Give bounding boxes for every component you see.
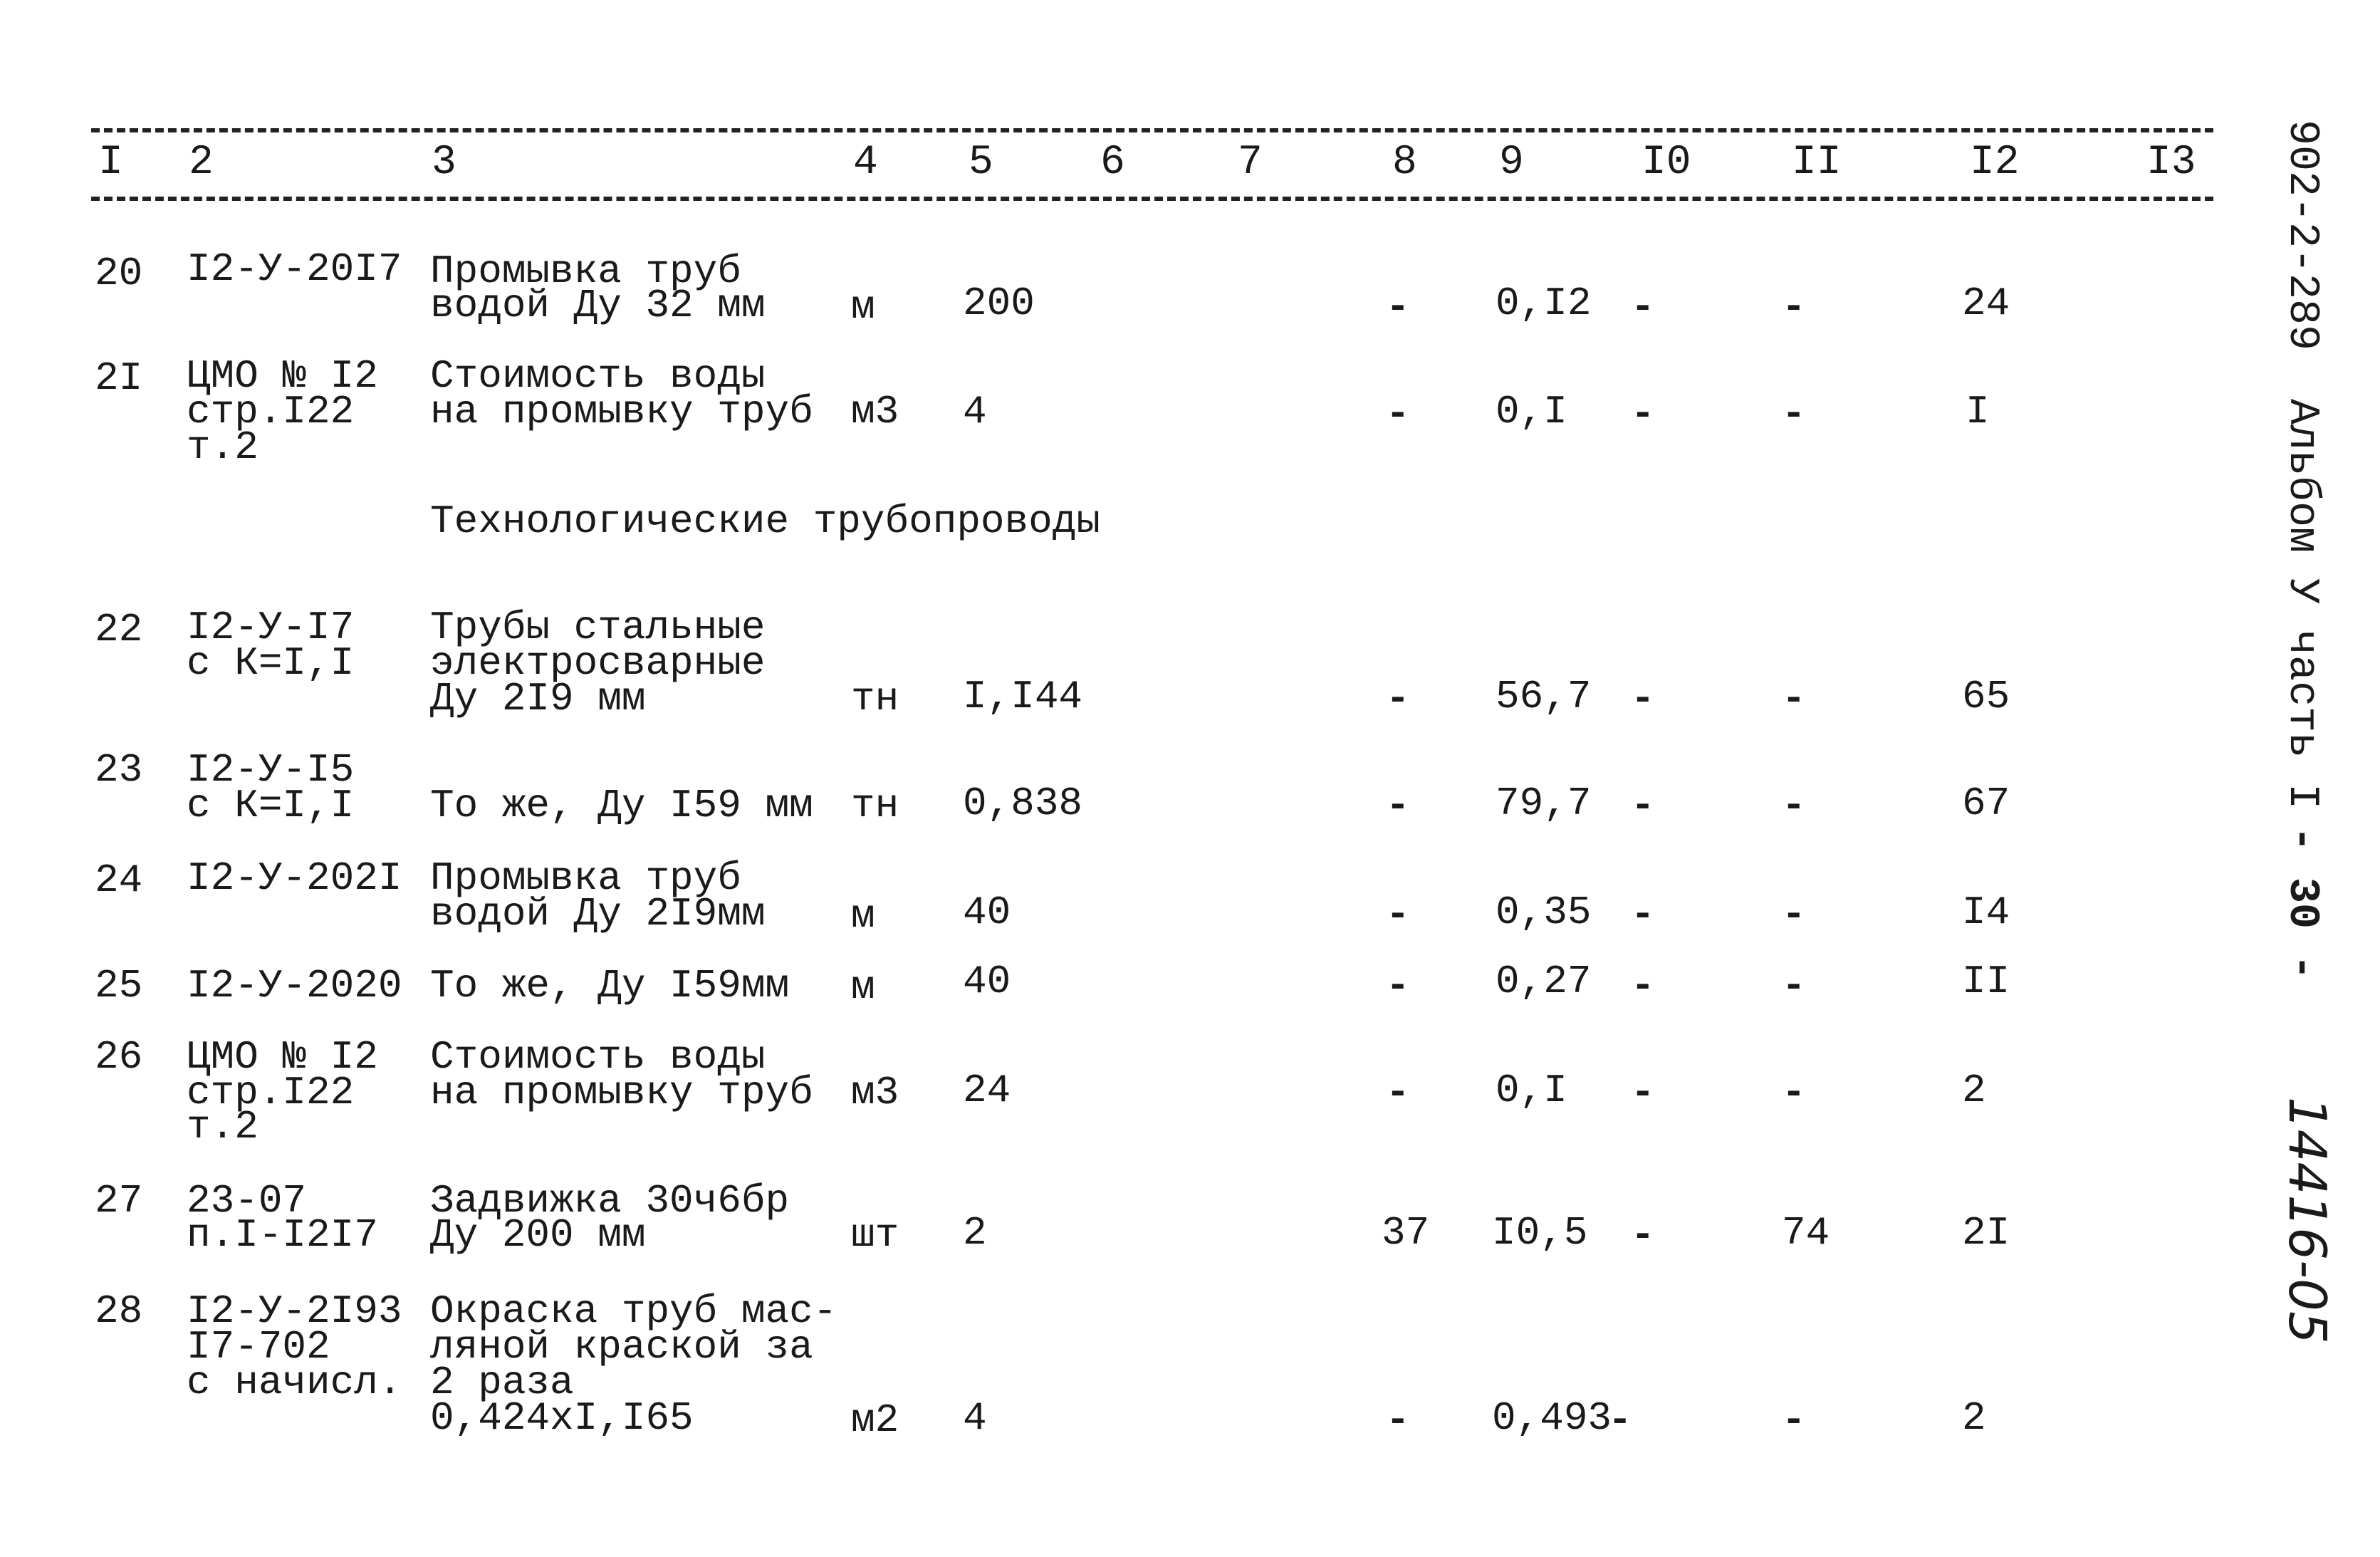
- row-name-line: Стоимость воды: [430, 353, 766, 399]
- row-quantity: I,I44: [963, 674, 1083, 719]
- header-col-1: I: [98, 140, 123, 186]
- row-col11: -: [1782, 1070, 1806, 1115]
- row-code-line: I2-У-I7: [187, 605, 355, 650]
- row-name-line: Трубы стальные: [430, 605, 766, 650]
- row-col10: -: [1631, 391, 1655, 437]
- row-col12: 65: [1962, 674, 2010, 719]
- header-top-rule: [91, 128, 2213, 132]
- header-col-9: 9: [1499, 140, 1524, 186]
- row-col11: -: [1782, 892, 1806, 937]
- row-col10: -: [1631, 783, 1655, 828]
- row-col12: I: [1966, 389, 1990, 434]
- row-name-line: водой Ду 2I9мм: [430, 891, 766, 937]
- header-col-6: 6: [1100, 140, 1125, 186]
- row-col10: -: [1631, 1212, 1655, 1258]
- row-code-line: I2-У-2020: [187, 963, 402, 1009]
- row-col8: -: [1386, 963, 1410, 1009]
- row-code-line: 23-07: [187, 1178, 307, 1224]
- header-col-4: 4: [853, 140, 878, 186]
- header-col-5: 5: [969, 140, 993, 186]
- album-label: Альбом У часть I: [2277, 399, 2326, 810]
- row-code-line: с К=I,I: [187, 640, 355, 686]
- row-col11: -: [1782, 676, 1806, 722]
- row-col12: I4: [1962, 890, 2010, 935]
- row-name-line: ляной краской за: [430, 1324, 813, 1370]
- document-code: 902-2-289: [2277, 120, 2326, 351]
- row-code-line: I2-У-I5: [187, 747, 355, 793]
- inventory-number: 14416-05: [2277, 1097, 2337, 1344]
- row-number: 23: [95, 747, 143, 793]
- header-col-10: I0: [1642, 140, 1691, 186]
- row-col12: 24: [1962, 281, 2010, 326]
- row-code-line: п.I-I2I7: [187, 1212, 378, 1258]
- row-code-line: I7-702: [187, 1324, 330, 1370]
- row-col9: 56,7: [1496, 674, 1592, 719]
- row-code-line: т.2: [187, 1104, 259, 1150]
- row-col11: 74: [1782, 1210, 1830, 1256]
- row-col12: 2: [1962, 1068, 1986, 1113]
- row-unit: м: [851, 284, 875, 330]
- row-col11: -: [1782, 783, 1806, 828]
- header-bottom-rule: [91, 197, 2213, 201]
- row-col10: -: [1631, 284, 1655, 330]
- header-col-7: 7: [1238, 140, 1263, 186]
- row-col9: 0,27: [1496, 959, 1592, 1004]
- row-unit: м2: [851, 1397, 899, 1443]
- row-number: 24: [95, 858, 143, 903]
- row-col11: -: [1782, 391, 1806, 437]
- row-col8: -: [1386, 284, 1410, 330]
- row-col9: 0,I: [1496, 389, 1567, 434]
- row-number: 28: [95, 1288, 143, 1334]
- row-quantity: 40: [963, 959, 1011, 1004]
- row-col8: -: [1386, 391, 1410, 437]
- row-col8: -: [1386, 892, 1410, 937]
- row-number: 2I: [95, 355, 143, 401]
- row-code-line: с К=I,I: [187, 783, 355, 828]
- row-code-line: стр.I22: [187, 389, 355, 434]
- row-col12: 2: [1962, 1395, 1986, 1441]
- row-col9: 79,7: [1496, 781, 1592, 826]
- row-col11: -: [1782, 1397, 1806, 1443]
- row-col12: II: [1962, 959, 2010, 1004]
- row-code-line: стр.I22: [187, 1070, 355, 1115]
- header-col-8: 8: [1392, 140, 1417, 186]
- row-number: 25: [95, 963, 143, 1009]
- row-col10: -: [1608, 1397, 1632, 1443]
- row-col9: 0,I2: [1496, 281, 1592, 326]
- row-unit: м3: [851, 389, 899, 434]
- row-name-line: на промывку труб: [430, 389, 813, 434]
- row-quantity: 0,838: [963, 781, 1083, 826]
- row-unit: тн: [851, 783, 899, 828]
- row-name-line: водой Ду 32 мм: [430, 283, 766, 328]
- row-quantity: 4: [963, 1395, 987, 1441]
- row-name-line: электросварные: [430, 640, 766, 686]
- row-name-line: Ду 200 мм: [430, 1212, 646, 1258]
- row-code-line: I2-У-202I: [187, 855, 402, 901]
- row-unit: шт: [851, 1212, 899, 1258]
- header-col-2: 2: [189, 140, 214, 186]
- row-col12: 67: [1962, 781, 2010, 826]
- row-number: 26: [95, 1034, 143, 1080]
- row-quantity: 24: [963, 1068, 1011, 1113]
- row-col10: -: [1631, 963, 1655, 1009]
- row-number: 20: [95, 251, 143, 296]
- row-unit: м: [851, 893, 875, 939]
- row-code-line: I2-У-2I93: [187, 1288, 402, 1334]
- row-col8: -: [1386, 676, 1410, 722]
- header-col-11: II: [1792, 140, 1842, 186]
- row-col9: 0,35: [1496, 890, 1592, 935]
- row-col11: -: [1782, 284, 1806, 330]
- row-col9: 0,I: [1496, 1068, 1567, 1113]
- row-code-line: с начисл.: [187, 1360, 402, 1405]
- row-col8: -: [1386, 1397, 1410, 1443]
- row-name-line: То же, Ду I59 мм: [430, 783, 813, 828]
- row-unit: м: [851, 964, 875, 1010]
- row-quantity: 4: [963, 389, 987, 434]
- row-unit: м3: [851, 1070, 899, 1115]
- row-name-line: 0,424хI,I65: [430, 1395, 694, 1441]
- row-code-line: ЦМО № I2: [187, 353, 378, 399]
- header-col-12: I2: [1970, 140, 2020, 186]
- row-col10: -: [1631, 1070, 1655, 1115]
- row-number: 22: [95, 607, 143, 652]
- row-name-line: Стоимость воды: [430, 1034, 766, 1080]
- row-name-line: на промывку труб: [430, 1070, 813, 1115]
- header-col-3: 3: [432, 140, 456, 186]
- section-title: Технологические трубопроводы: [430, 499, 1100, 544]
- row-col10: -: [1631, 676, 1655, 722]
- row-col8: -: [1386, 783, 1410, 828]
- row-col9: 0,493: [1492, 1395, 1612, 1441]
- row-col12: 2I: [1962, 1210, 2010, 1256]
- row-unit: тн: [851, 676, 899, 722]
- row-name-line: Окраска труб мас-: [430, 1288, 837, 1334]
- header-col-13: I3: [2146, 140, 2196, 186]
- row-name-line: Промывка труб: [430, 855, 741, 901]
- row-quantity: 200: [963, 281, 1035, 326]
- row-code-line: т.2: [187, 425, 259, 470]
- row-name-line: То же, Ду I59мм: [430, 963, 790, 1009]
- row-col8: 37: [1382, 1210, 1430, 1256]
- row-name-line: Задвижка 30ч6бр: [430, 1178, 790, 1224]
- row-name-line: 2 раза: [430, 1360, 574, 1405]
- row-col11: -: [1782, 963, 1806, 1009]
- row-col10: -: [1631, 892, 1655, 937]
- page-number: - 30 -: [2277, 826, 2326, 981]
- row-quantity: 2: [963, 1210, 987, 1256]
- row-number: 27: [95, 1178, 143, 1224]
- row-name-line: Промывка труб: [430, 249, 741, 294]
- row-col8: -: [1386, 1070, 1410, 1115]
- row-col9: I0,5: [1492, 1210, 1588, 1256]
- row-name-line: Ду 2I9 мм: [430, 676, 646, 722]
- row-quantity: 40: [963, 890, 1011, 935]
- row-code-line: I2-У-20I7: [187, 246, 402, 292]
- row-code-line: ЦМО № I2: [187, 1034, 378, 1080]
